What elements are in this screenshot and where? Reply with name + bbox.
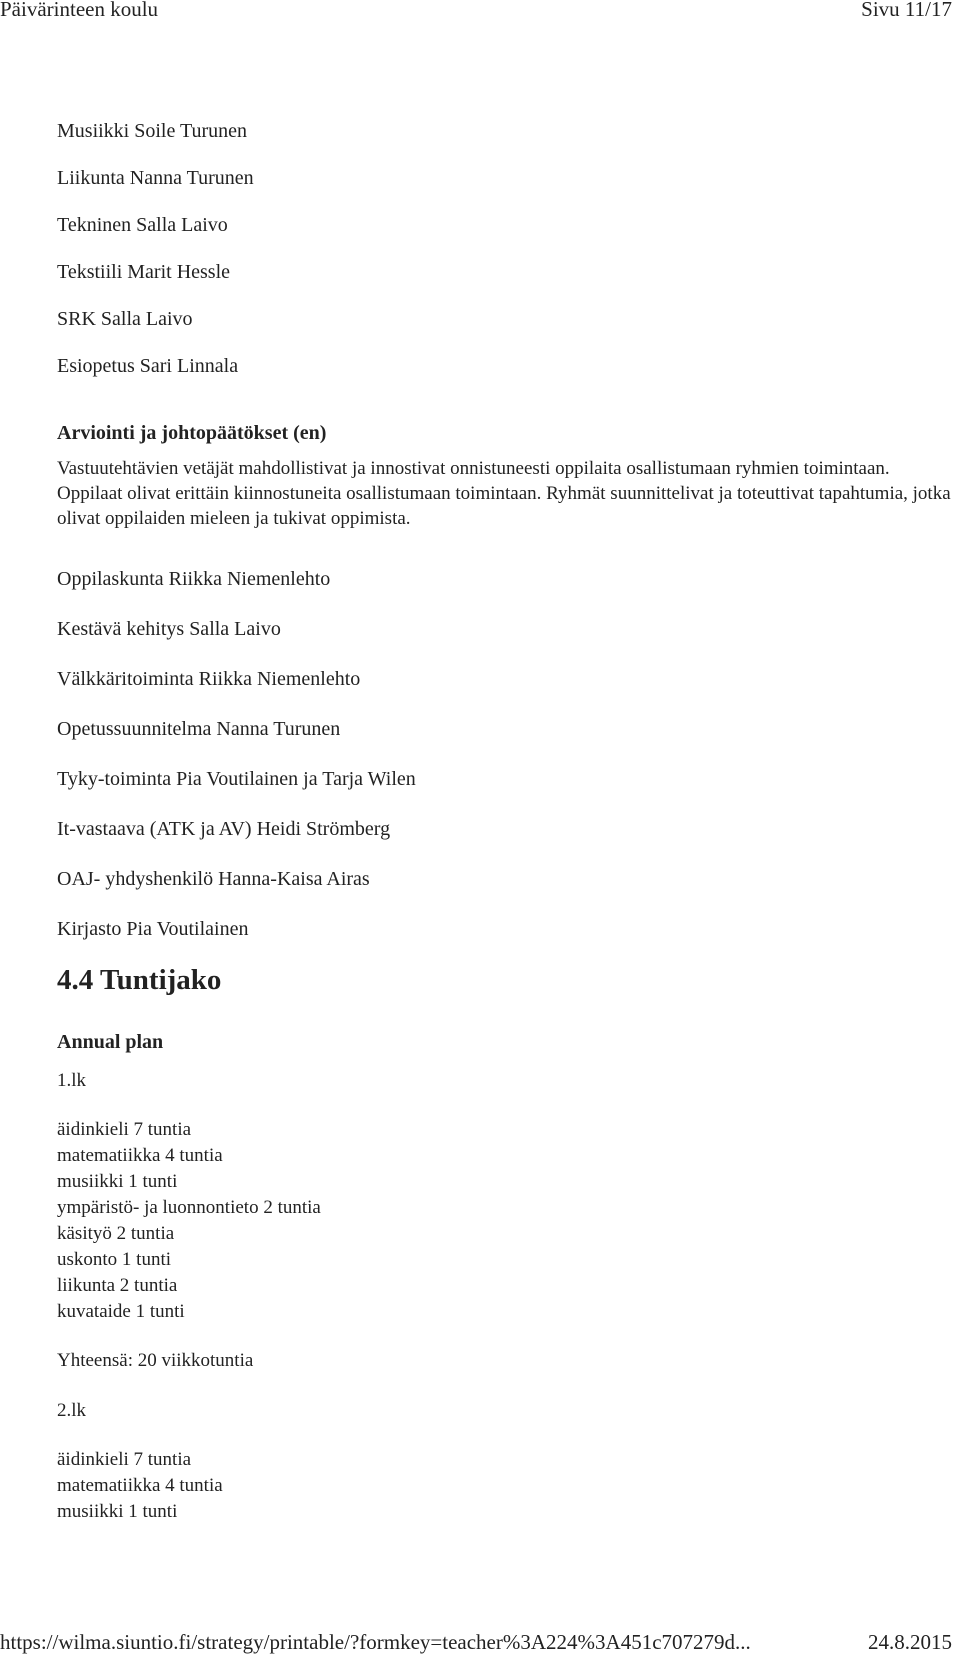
subject-line: matematiikka 4 tuntia [57,1145,223,1166]
section-title: 4.4 Tuntijako [57,964,222,996]
section-subtitle: Annual plan [57,1031,164,1053]
header-school-name: Päivärinteen koulu [0,0,159,21]
role-line: Tekstiili Marit Hessle [57,261,231,283]
evaluation-text: Vastuutehtävien vetäjät mahdollistivat ja innostivat onnistuneesti oppilaita osallistumaan ryhmien toimintaan. Oppilaat olivat erittäin kiinnostuneita osallistumaan toimintaan. Ryhmät suunnittelivat ja toteuttivat tapahtumia, jotka olivat oppilaiden mieleen ja tukivat oppimista. [57,458,951,529]
subject-line: musiikki 1 tunti [57,1501,178,1522]
header-page-number: Sivu 11/17 [861,0,952,21]
role-line: Tyky-toiminta Pia Voutilainen ja Tarja Wilen [57,768,416,790]
subject-line: kuvataide 1 tunti [57,1301,185,1322]
role-line: Esiopetus Sari Linnala [57,355,239,377]
grade-label: 2.lk [57,1400,87,1421]
evaluation-heading: Arviointi ja johtopäätökset (en) [57,422,327,444]
subject-line: ympäristö- ja luonnontieto 2 tuntia [57,1197,321,1218]
subject-line: uskonto 1 tunti [57,1249,172,1270]
role-line: Musiikki Soile Turunen [57,120,248,142]
footer-date: 24.8.2015 [868,1630,952,1654]
role-line: Oppilaskunta Riikka Niemenlehto [57,568,331,590]
role-line: SRK Salla Laivo [57,308,193,330]
role-line: Kirjasto Pia Voutilainen [57,918,249,940]
role-line: OAJ- yhdyshenkilö Hanna-Kaisa Airas [57,868,370,890]
subject-line: käsityö 2 tuntia [57,1223,175,1244]
role-line: Opetussuunnitelma Nanna Turunen [57,718,341,740]
subject-line: matematiikka 4 tuntia [57,1475,223,1496]
role-line: It-vastaava (ATK ja AV) Heidi Strömberg [57,818,391,840]
weekly-total: Yhteensä: 20 viikkotuntia [57,1350,254,1371]
role-line: Liikunta Nanna Turunen [57,167,254,189]
role-line: Välkkäritoiminta Riikka Niemenlehto [57,668,361,690]
subject-line: musiikki 1 tunti [57,1171,178,1192]
role-line: Tekninen Salla Laivo [57,214,228,236]
role-line: Kestävä kehitys Salla Laivo [57,618,281,640]
subject-line: liikunta 2 tuntia [57,1275,178,1296]
grade-label: 1.lk [57,1070,87,1091]
subject-line: äidinkieli 7 tuntia [57,1449,192,1470]
footer-url: https://wilma.siuntio.fi/strategy/printable/?formkey=teacher%3A224%3A451c707279d... [0,1630,751,1654]
subject-line: äidinkieli 7 tuntia [57,1119,192,1140]
